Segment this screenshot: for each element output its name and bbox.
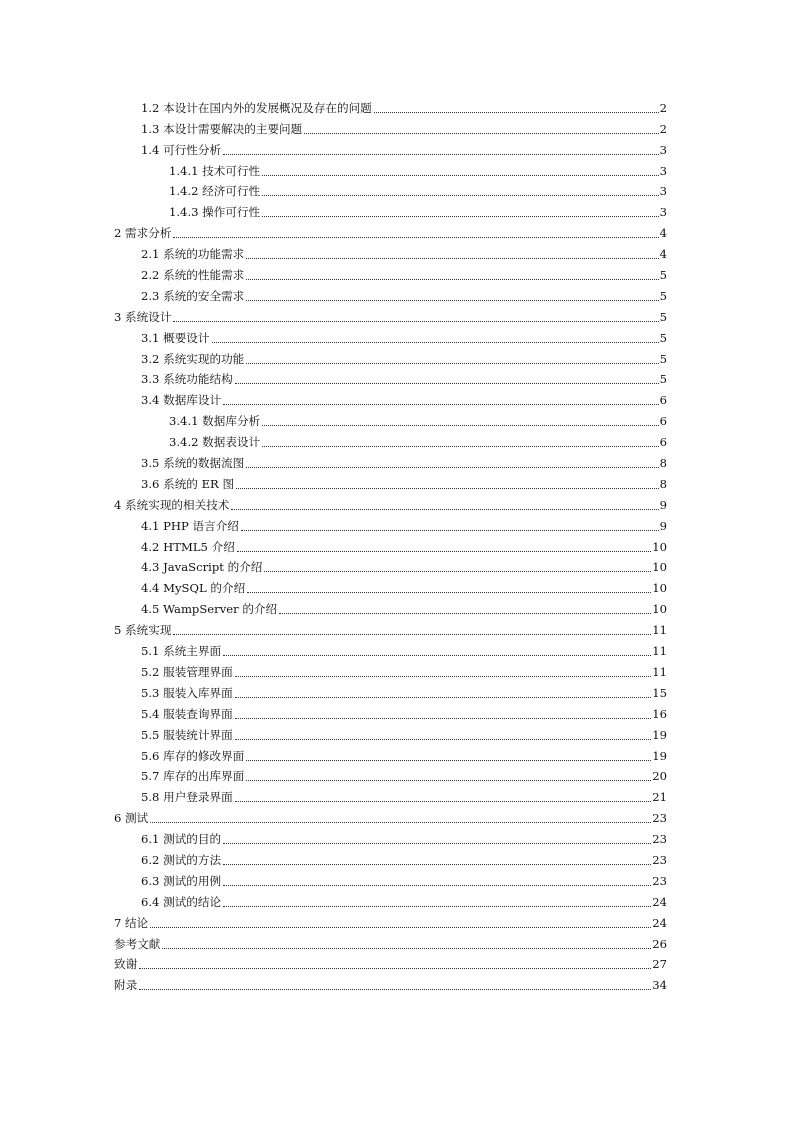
- toc-entry-page-number: 24: [652, 915, 667, 930]
- dot-leader: [241, 519, 659, 533]
- toc-entry[interactable]: [114, 616, 667, 637]
- toc-entry-page-number: 3: [659, 142, 667, 157]
- toc-entry[interactable]: [141, 345, 667, 366]
- toc-entry-page-number: 20: [652, 769, 667, 784]
- toc-entry-page-number: 5: [659, 351, 667, 366]
- toc-entry-page-number: 4: [659, 247, 667, 262]
- toc-entry-page-number: 11: [652, 623, 667, 638]
- toc-entry-page-number: 3: [659, 205, 667, 220]
- dot-leader: [246, 268, 658, 282]
- toc-entry-title: 5.7 库存的出库界面: [141, 769, 245, 784]
- toc-entry-page-number: 9: [659, 518, 667, 533]
- toc-entry[interactable]: [141, 282, 667, 303]
- toc-entry[interactable]: [141, 888, 667, 909]
- dot-leader: [173, 623, 651, 637]
- toc-entry-title: 3 系统设计: [114, 309, 172, 324]
- toc-entry[interactable]: [141, 742, 667, 763]
- toc-entry[interactable]: [141, 846, 667, 867]
- toc-entry-page-number: 5: [659, 330, 667, 345]
- toc-entry[interactable]: [114, 804, 667, 825]
- dot-leader: [223, 644, 651, 658]
- dot-leader: [247, 581, 651, 595]
- dot-leader: [223, 832, 651, 846]
- toc-entry-page-number: 16: [652, 706, 667, 721]
- dot-leader: [235, 790, 652, 804]
- dot-leader: [279, 602, 651, 616]
- dot-leader: [246, 749, 651, 763]
- dot-leader: [139, 957, 651, 971]
- toc-entry[interactable]: [114, 219, 667, 240]
- toc-entry-title: 3.2 系统实现的功能: [141, 351, 245, 366]
- toc-entry-title: 3.4 数据库设计: [141, 393, 222, 408]
- toc-entry[interactable]: [169, 407, 667, 428]
- dot-leader: [235, 707, 652, 721]
- toc-entry-page-number: 5: [659, 268, 667, 283]
- toc-entry-title: 1.3 本设计需要解决的主要问题: [141, 121, 303, 136]
- toc-entry-title: 参考文献: [114, 936, 161, 951]
- toc-entry-title: 附录: [114, 978, 138, 993]
- toc-entry-page-number: 8: [659, 476, 667, 491]
- toc-entry[interactable]: [169, 157, 667, 178]
- toc-entry-page-number: 23: [652, 873, 667, 888]
- dot-leader: [231, 498, 658, 512]
- toc-entry[interactable]: [141, 449, 667, 470]
- toc-entry-title: 6 测试: [114, 811, 149, 826]
- dot-leader: [223, 895, 651, 909]
- toc-entry[interactable]: [141, 533, 667, 554]
- toc-entry[interactable]: [141, 115, 667, 136]
- dot-leader: [223, 853, 651, 867]
- toc-entry[interactable]: [141, 512, 667, 533]
- dot-leader: [246, 352, 658, 366]
- toc-entry-title: 1.4.2 经济可行性: [169, 184, 261, 199]
- toc-entry-title: 5.2 服装管理界面: [141, 664, 233, 679]
- toc-entry-title: 1.4 可行性分析: [141, 142, 222, 157]
- toc-entry-page-number: 11: [652, 664, 667, 679]
- dot-leader: [262, 164, 658, 178]
- dot-leader: [264, 560, 651, 574]
- toc-entry-page-number: 10: [652, 581, 667, 596]
- toc-entry-title: 3.1 概要设计: [141, 330, 210, 345]
- dot-leader: [223, 393, 659, 407]
- toc-entry-page-number: 5: [659, 309, 667, 324]
- toc-entry-page-number: 10: [652, 539, 667, 554]
- dot-leader: [304, 122, 658, 136]
- toc-entry[interactable]: [141, 94, 667, 115]
- toc-entry-page-number: 23: [652, 811, 667, 826]
- toc-entry-title: 4.3 JavaScript 的介绍: [141, 560, 263, 575]
- toc-entry[interactable]: [169, 178, 667, 199]
- toc-entry[interactable]: [141, 240, 667, 261]
- toc-entry-page-number: 6: [659, 414, 667, 429]
- toc-entry[interactable]: [114, 951, 667, 972]
- toc-entry[interactable]: [141, 574, 667, 595]
- toc-entry[interactable]: [114, 930, 667, 951]
- dot-leader: [235, 728, 652, 742]
- dot-leader: [212, 331, 659, 345]
- toc-entry-title: 2.3 系统的安全需求: [141, 288, 245, 303]
- toc-entry[interactable]: [141, 554, 667, 575]
- toc-entry-title: 2.1 系统的功能需求: [141, 247, 245, 262]
- toc-entry-page-number: 21: [652, 790, 667, 805]
- dot-leader: [262, 205, 658, 219]
- toc-entry-page-number: 23: [652, 852, 667, 867]
- toc-entry-title: 3.5 系统的数据流图: [141, 456, 245, 471]
- toc-entry-title: 3.6 系统的 ER 图: [141, 476, 235, 491]
- dot-leader: [150, 811, 651, 825]
- toc-entry[interactable]: [114, 909, 667, 930]
- dot-leader: [162, 937, 651, 951]
- toc-entry-page-number: 10: [652, 560, 667, 575]
- toc-entry-title: 4.2 HTML5 介绍: [141, 539, 235, 554]
- toc-entry[interactable]: [141, 324, 667, 345]
- toc-entry-page-number: 27: [652, 957, 667, 972]
- toc-entry-title: 3.3 系统功能结构: [141, 372, 233, 387]
- toc-entry[interactable]: [169, 198, 667, 219]
- toc-entry[interactable]: [141, 658, 667, 679]
- toc-entry-title: 5.3 服装入库界面: [141, 685, 233, 700]
- dot-leader: [235, 372, 659, 386]
- toc-entry-page-number: 6: [659, 435, 667, 450]
- toc-entry-title: 5.1 系统主界面: [141, 644, 222, 659]
- toc-entry-page-number: 34: [652, 978, 667, 993]
- dot-leader: [223, 874, 651, 888]
- toc-entry-page-number: 3: [659, 163, 667, 178]
- dot-leader: [262, 435, 658, 449]
- table-of-contents: [0, 94, 793, 992]
- toc-entry-title: 1.4.1 技术可行性: [169, 163, 261, 178]
- toc-entry-page-number: 26: [652, 936, 667, 951]
- dot-leader: [235, 686, 652, 700]
- toc-entry-page-number: 5: [659, 288, 667, 303]
- toc-entry[interactable]: [114, 491, 667, 512]
- toc-entry[interactable]: [141, 679, 667, 700]
- toc-entry-title: 2.2 系统的性能需求: [141, 268, 245, 283]
- toc-entry[interactable]: [141, 721, 667, 742]
- toc-entry-title: 6.1 测试的目的: [141, 832, 222, 847]
- toc-entry-page-number: 19: [652, 748, 667, 763]
- toc-entry-title: 致谢: [114, 957, 138, 972]
- toc-entry-title: 2 需求分析: [114, 226, 172, 241]
- toc-entry-title: 4.4 MySQL 的介绍: [141, 581, 246, 596]
- toc-entry-page-number: 8: [659, 456, 667, 471]
- dot-leader: [173, 310, 658, 324]
- toc-entry-title: 6.3 测试的用例: [141, 873, 222, 888]
- dot-leader: [235, 665, 652, 679]
- toc-entry-page-number: 19: [652, 727, 667, 742]
- dot-leader: [262, 414, 658, 428]
- dot-leader: [237, 540, 651, 554]
- dot-leader: [173, 226, 658, 240]
- toc-entry-title: 5 系统实现: [114, 623, 172, 638]
- toc-entry-title: 6.4 测试的结论: [141, 894, 222, 909]
- toc-entry-title: 4.5 WampServer 的介绍: [141, 602, 278, 617]
- toc-entry-title: 5.8 用户登录界面: [141, 790, 233, 805]
- toc-entry-page-number: 2: [659, 121, 667, 136]
- toc-entry-page-number: 24: [652, 894, 667, 909]
- dot-leader: [223, 143, 659, 157]
- toc-entry[interactable]: [141, 386, 667, 407]
- dot-leader: [262, 184, 658, 198]
- toc-entry-title: 3.4.1 数据库分析: [169, 414, 261, 429]
- toc-entry[interactable]: [141, 783, 667, 804]
- dot-leader: [236, 477, 659, 491]
- toc-entry-title: 4 系统实现的相关技术: [114, 497, 230, 512]
- toc-entry-page-number: 9: [659, 497, 667, 512]
- toc-entry-title: 5.6 库存的修改界面: [141, 748, 245, 763]
- dot-leader: [246, 289, 658, 303]
- dot-leader: [246, 769, 651, 783]
- toc-entry-page-number: 5: [659, 372, 667, 387]
- toc-entry-title: 5.5 服装统计界面: [141, 727, 233, 742]
- toc-entry[interactable]: [141, 637, 667, 658]
- toc-entry-title: 1.4.3 操作可行性: [169, 205, 261, 220]
- toc-entry[interactable]: [169, 428, 667, 449]
- toc-entry[interactable]: [141, 366, 667, 387]
- toc-entry[interactable]: [114, 303, 667, 324]
- toc-entry-page-number: 10: [652, 602, 667, 617]
- toc-entry-title: 5.4 服装查询界面: [141, 706, 233, 721]
- toc-entry-page-number: 23: [652, 832, 667, 847]
- toc-entry[interactable]: [141, 595, 667, 616]
- toc-entry[interactable]: [141, 867, 667, 888]
- toc-entry[interactable]: [114, 971, 667, 992]
- toc-entry[interactable]: [141, 136, 667, 157]
- toc-entry[interactable]: [141, 261, 667, 282]
- toc-entry[interactable]: [141, 763, 667, 784]
- toc-entry-title: 3.4.2 数据表设计: [169, 435, 261, 450]
- dot-leader: [246, 456, 658, 470]
- toc-entry-title: 1.2 本设计在国内外的发展概况及存在的问题: [141, 100, 372, 115]
- toc-entry-page-number: 4: [659, 226, 667, 241]
- toc-entry-page-number: 6: [659, 393, 667, 408]
- toc-entry[interactable]: [141, 700, 667, 721]
- toc-entry-page-number: 11: [652, 644, 667, 659]
- toc-entry-title: 4.1 PHP 语言介绍: [141, 518, 239, 533]
- toc-entry-page-number: 2: [659, 100, 667, 115]
- toc-entry-title: 6.2 测试的方法: [141, 852, 222, 867]
- dot-leader: [150, 916, 651, 930]
- dot-leader: [246, 247, 658, 261]
- toc-entry-title: 7 结论: [114, 915, 149, 930]
- toc-entry-page-number: 15: [652, 685, 667, 700]
- toc-entry[interactable]: [141, 470, 667, 491]
- toc-entry[interactable]: [141, 825, 667, 846]
- dot-leader: [374, 101, 659, 115]
- dot-leader: [139, 978, 651, 992]
- toc-entry-page-number: 3: [659, 184, 667, 199]
